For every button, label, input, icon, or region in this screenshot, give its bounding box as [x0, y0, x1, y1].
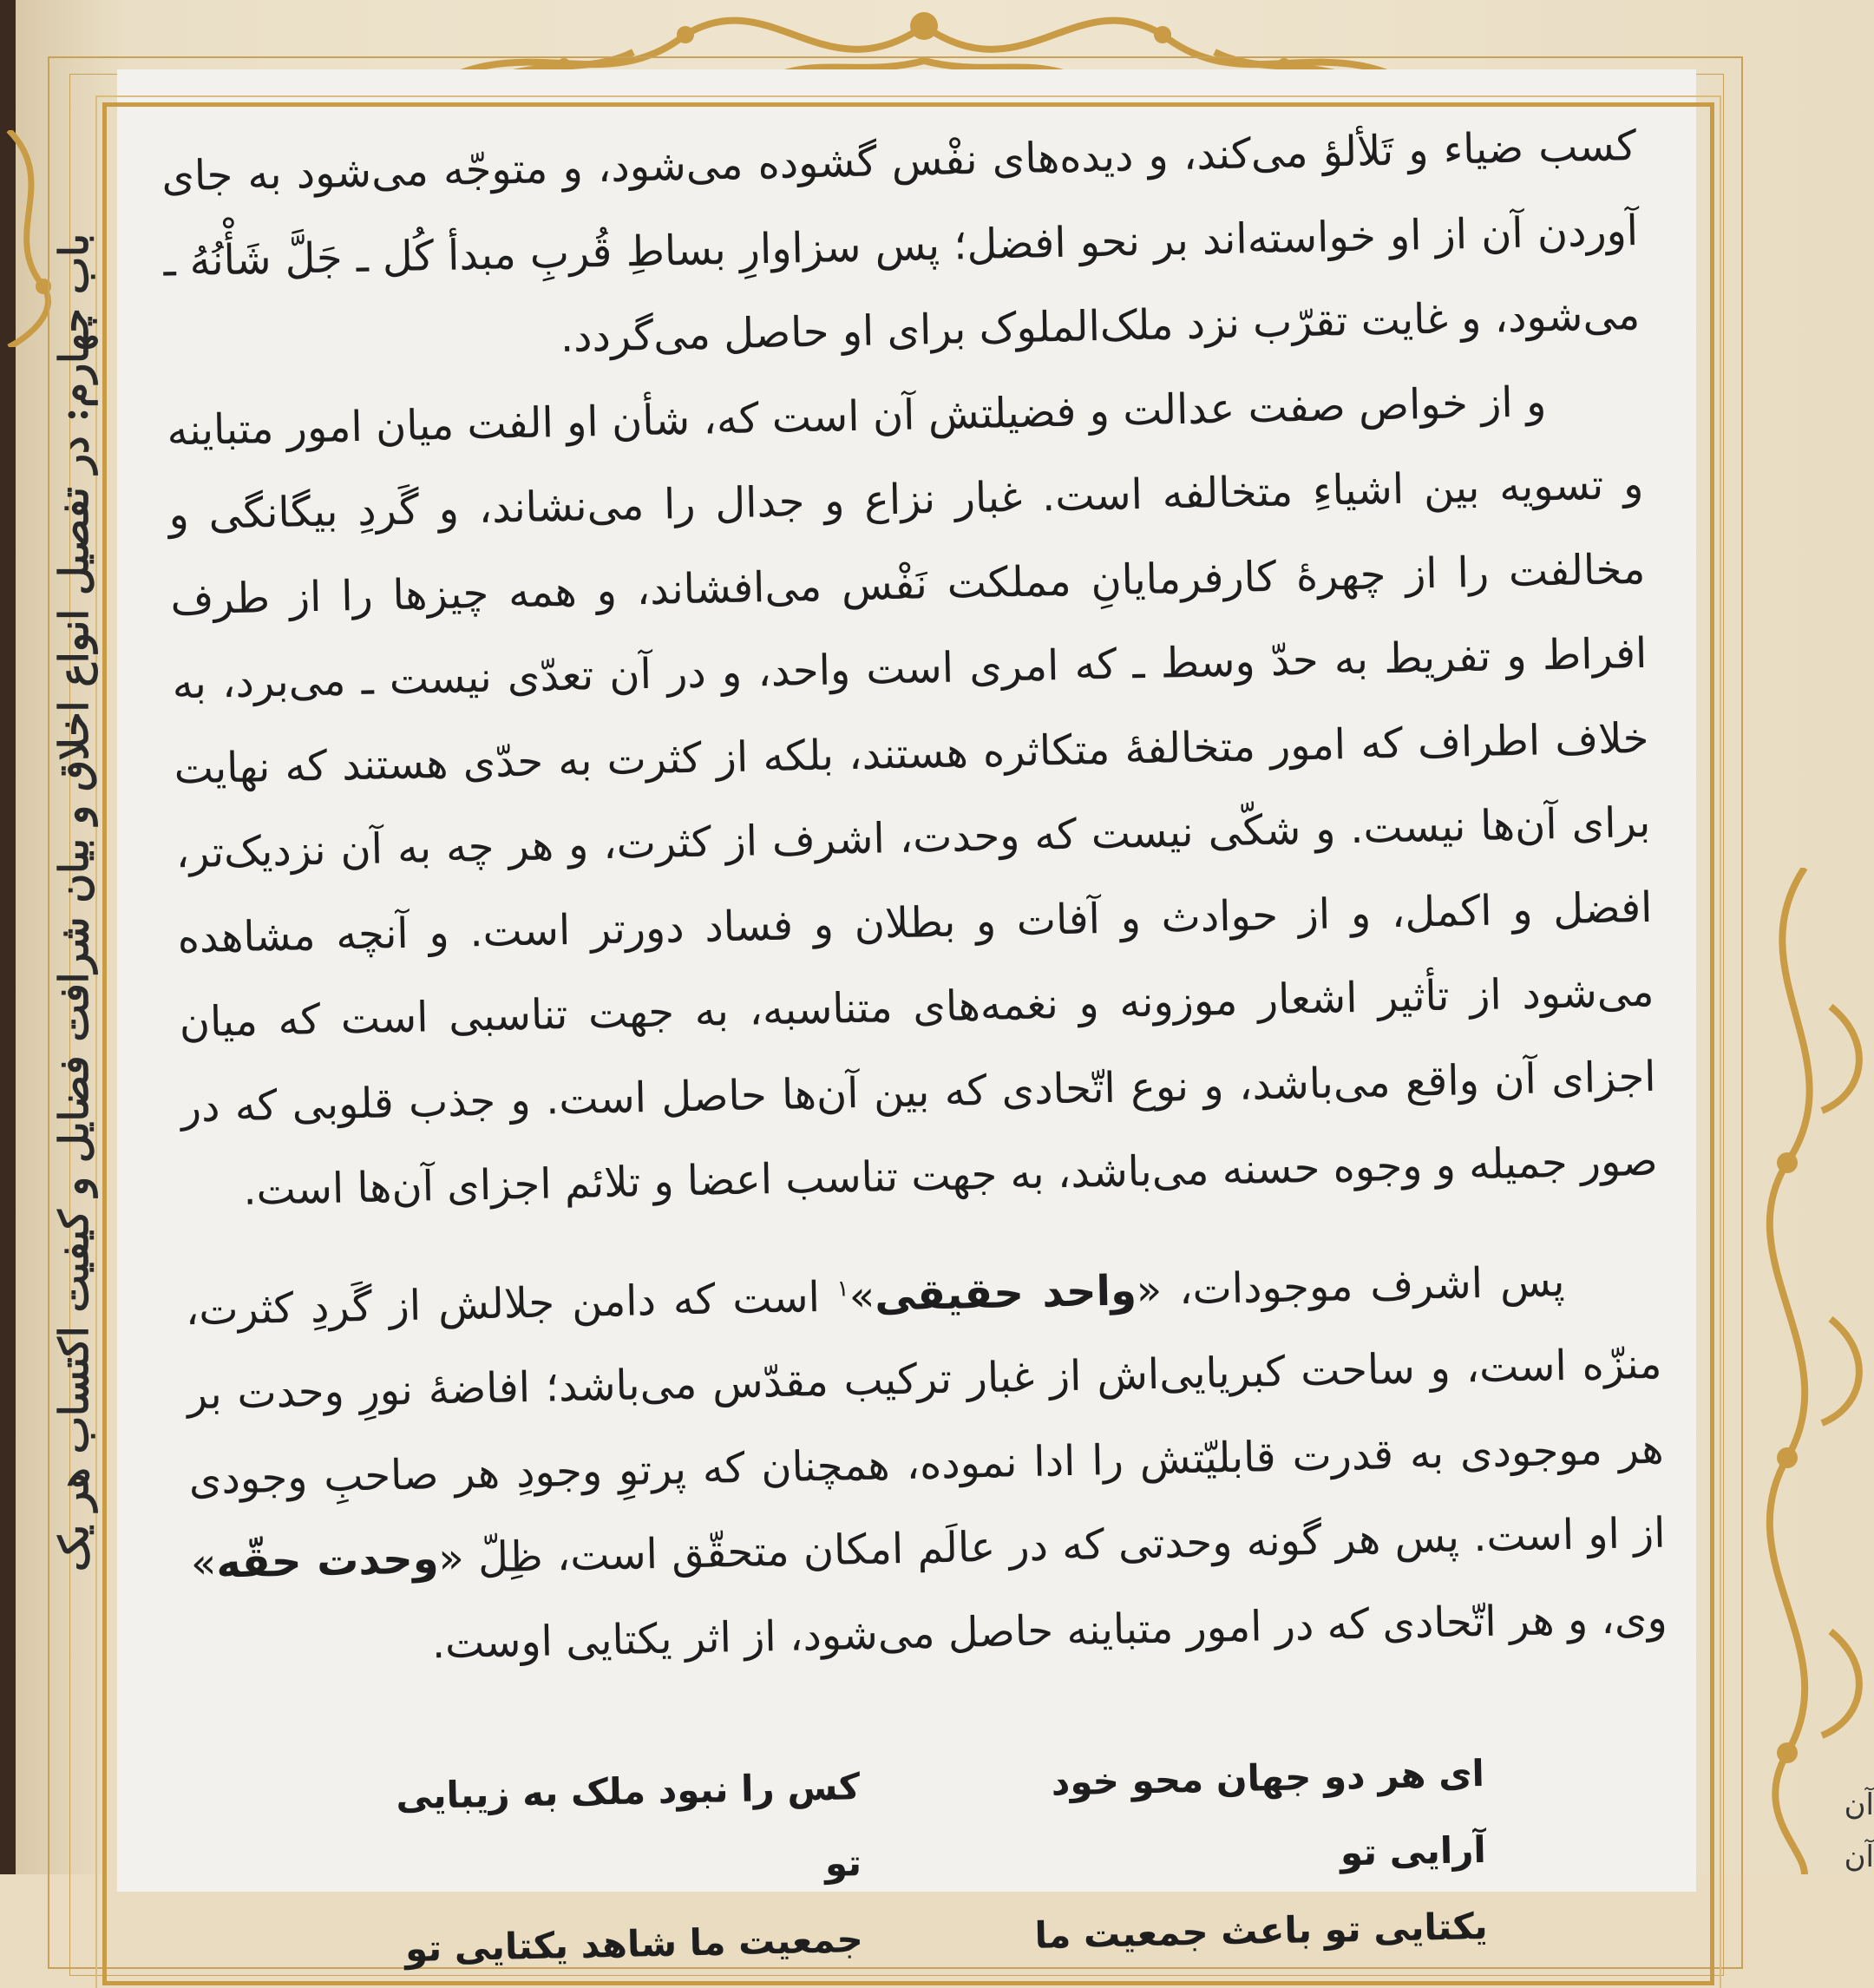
hemistich-right: ای هر دو جهان محو خود آرایی تو	[1051, 1751, 1487, 1874]
hemistich-left: جمعیت ما شاهد یکتایی تو	[404, 1918, 864, 1971]
poem	[373, 1735, 1488, 1988]
footnote-mark: ۱	[836, 1275, 849, 1302]
bold-term-wahid-haqiqi: واحد حقیقی	[874, 1265, 1137, 1321]
paragraph-1: کسب ضیاء و تَلألؤ می‌کند، و دیده‌های نفْس گشوده می‌شود، و متوجّه می‌شود به جای آوردن آن از او خواسته‌اند بر نحو افضل؛ پس سزاوارِ بساطِ قُربِ مبدأ کُل ـ جَلَّ شَأْنُهُ ـ می‌شود، و غایت تقرّب نزد ملک‌الملوک برای او حاصل می‌گردد.	[161, 121, 1641, 363]
edge-word: آن	[1844, 1840, 1874, 1874]
poem-verse	[373, 1735, 1486, 1912]
paragraph-2: و از خواص صفت عدالت و فضیلتش آن است که، شأن او الفت میان امور متباینه و تسویه بین اشیاءِ متخالفه است. غبار نزاع و جدال را می‌نشاند، و گَردِ بیگانگی و مخالفت را از چهرهٔ کارفرمایانِ مملکت نَفْس می‌افشاند، و همه چیزها را از طرف افراط و تفریط به حدّ وسط ـ که امری است واحد، و در آن تعدّی نیست ـ می‌برد، به خلاف اطراف که امور متخالفهٔ متکاثره هستند، بلکه از کثرت به حدّی هستند که نهایت برای آن‌ها نیست. و شکّی نیست که وحدت، اشرف از کثرت، و هر چه به آن نزدیک‌تر، افضل و اکمل، و از حوادث و آفات و بطلان و فساد دورتر است. و آنچه مشاهده می‌شود از تأثیر اشعار موزونه و نغمه‌های متناسبه، به جهت تناسبی است که میان اجزای آن واقع می‌باشد، و نوع اتّحادی که بین آن‌ها حاصل است. و جذب قلوبی که در صور جمیله و وجوه حسنه می‌باشد، به جهت تناسب اعضا و تلائم اجزای آن‌ها است.	[166, 377, 1659, 1215]
chapter-side-title: باب چهارم: در تفصیل انواع اخلاق و بیان شرافت فضایل و کیفیت اکتساب هر یک	[50, 233, 97, 1571]
next-page-edge-text	[1831, 1779, 1874, 1883]
edge-word: آن	[1844, 1788, 1874, 1822]
hemistich-right: یکتایی تو باعث جمعیت ما	[1034, 1904, 1489, 1957]
hemistich-left: کس را نبود ملک به زیبایی تو	[395, 1765, 862, 1885]
paragraph-3: پس اشرف موجودات، «واحد حقیقی»$^۱$ است که دامن جلالش از گَردِ کثرت، منزّه است، و ساحت کبریایی‌اش از غبار ترکیب مقدّس می‌باشد؛ افاضهٔ نورِ وحدت بر هر موجودی به قدرت قابلیّتش را ادا نموده، همچنان که پرتوِ وجودِ هر صاحبِ وجودی از او است. پس هر گونه وحدتی که در عالَم امکان متحقّق است، ظِلّ «وحدت حقّه» وی، و هر اتّحادی که در امور متباینه حاصل می‌شود، از اثر یکتایی اوست.	[185, 1256, 1668, 1668]
main-text	[161, 104, 1668, 1691]
bold-term-wahdat-haqqa: وحدت حقّه	[215, 1534, 440, 1588]
